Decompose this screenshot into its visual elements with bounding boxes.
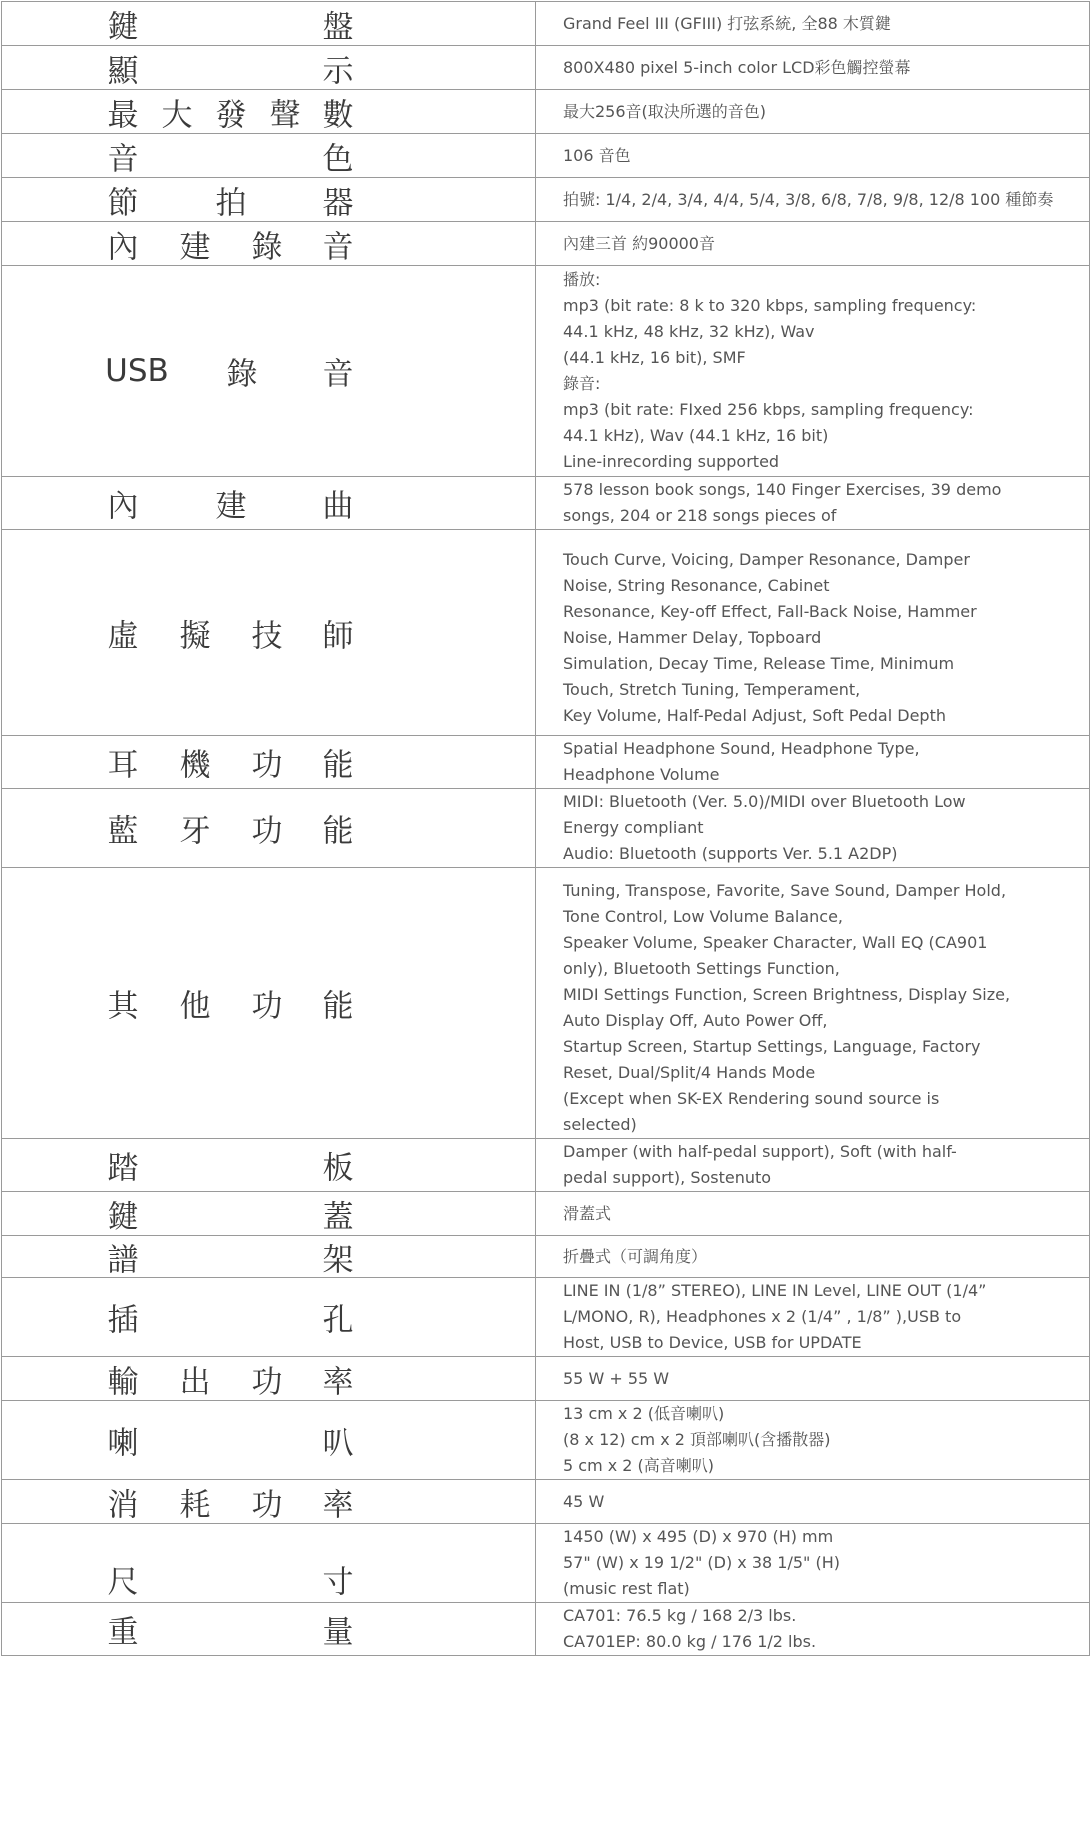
spec-label-cell (2, 530, 536, 736)
spec-value-text (563, 1401, 1087, 1479)
spec-label-char: 能 (322, 813, 354, 850)
spec-label-cell (2, 1278, 536, 1357)
spec-value-cell (536, 178, 1090, 222)
spec-label-cell (2, 1139, 536, 1192)
spec-label-char: 功 (251, 747, 283, 784)
spec-value-line: LINE IN (1/8” STEREO), LINE IN Level, LINE OUT (1/4” L/MONO, R), Headphones x 2 (1/4” , 1/8” ),USB to Host, USB to Device, USB for UPDATE (563, 1281, 987, 1352)
spec-label-cell (2, 477, 536, 530)
spec-label-char: 聲 (269, 97, 301, 133)
spec-label-char: 功 (251, 813, 283, 850)
spec-label-cell (2, 868, 536, 1139)
spec-label-cell (2, 90, 536, 134)
spec-label-cell (2, 266, 536, 477)
spec-value-text (563, 55, 1087, 81)
spec-label-cell (2, 1401, 536, 1480)
spec-label-char: 消 (107, 1487, 139, 1523)
spec-value-cell (536, 1192, 1090, 1236)
spec-value-text (563, 789, 1013, 867)
spec-value-line: (8 x 12) cm x 2 頂部喇叭(含播散器) (563, 1430, 831, 1449)
spec-row (2, 530, 1090, 736)
spec-value-line: 578 lesson book songs, 140 Finger Exercises, 39 demo songs, 204 or 218 songs pieces of (563, 480, 1002, 525)
spec-value-line: 滑蓋式 (563, 1203, 612, 1223)
spec-label-char: 叭 (322, 1425, 354, 1462)
spec-value-line: mp3 (bit rate: 8 k to 320 kbps, sampling frequency: 44.1 kHz, 48 kHz, 32 kHz), Wav (563, 296, 977, 341)
spec-label-char: 出 (179, 1364, 211, 1400)
spec-value-text (563, 1489, 1087, 1515)
spec-value-line: 拍號: 1/4, 2/4, 3/4, 4/4, 5/4, 3/8, 6/8, 7/8, 9/8, 12/8 100 種節奏 (563, 189, 1054, 209)
spec-value-text (563, 477, 1013, 529)
spec-value-text (563, 537, 983, 729)
spec-value-line: 播放: (563, 270, 601, 289)
spec-row (2, 90, 1090, 134)
spec-value-text (563, 99, 1087, 125)
spec-label-char: 他 (179, 988, 211, 1025)
spec-label-char: 盤 (322, 9, 354, 45)
spec-label-cell (2, 1524, 536, 1603)
spec-label-cell (2, 1192, 536, 1236)
spec-value-cell (536, 46, 1090, 90)
spec-label-char: 寸 (322, 1564, 354, 1601)
spec-value-line: Damper (with half-pedal support), Soft (with half-pedal support), Sostenuto (563, 1142, 957, 1187)
spec-row (2, 1236, 1090, 1278)
spec-label-char: 能 (322, 988, 354, 1025)
spec-row (2, 134, 1090, 178)
spec-label-cell (2, 222, 536, 266)
spec-label-char: 內 (107, 488, 139, 525)
spec-label-cell (2, 134, 536, 178)
spec-label-char: 師 (322, 618, 354, 654)
spec-row (2, 1603, 1090, 1656)
spec-label-char: USB (105, 353, 169, 389)
spec-row (2, 1480, 1090, 1524)
spec-value-line: 錄音: (563, 374, 601, 393)
spec-value-text (563, 1139, 983, 1191)
spec-label-char: 踏 (107, 1150, 139, 1187)
spec-value-line: CA701: 76.5 kg / 168 2/3 lbs. (563, 1606, 797, 1625)
spec-label-char: 大 (161, 97, 193, 133)
spec-label-char: 拍 (215, 185, 247, 221)
spec-label-char: 最 (107, 97, 139, 133)
spec-value-line: Grand Feel III (GFIII) 打弦系統, 全88 木質鍵 (563, 13, 891, 33)
spec-row (2, 1278, 1090, 1357)
spec-value-line: 800X480 pixel 5-inch color LCD彩色觸控螢幕 (563, 57, 911, 77)
spec-value-cell (536, 868, 1090, 1139)
spec-label-char: 錄 (251, 229, 283, 265)
spec-label-cell (2, 1357, 536, 1401)
spec-value-line: MIDI Settings Function, Screen Brightness, Display Size, Auto Display Off, Auto Power Off, (563, 985, 1011, 1030)
spec-label-char: 錄 (226, 356, 258, 393)
spec-row (2, 178, 1090, 222)
spec-value-line: 折疊式（可調角度） (563, 1246, 708, 1266)
spec-label-char: 譜 (107, 1242, 139, 1278)
spec-label-char: 機 (179, 747, 211, 784)
spec-row (2, 789, 1090, 868)
spec-label-char: 虛 (107, 618, 139, 654)
spec-value-line: Tuning, Transpose, Favorite, Save Sound, Damper Hold, Tone Control, Low Volume Balance, (563, 881, 1007, 926)
spec-value-cell (536, 789, 1090, 868)
spec-value-line: Spatial Headphone Sound, Headphone Type, Headphone Volume (563, 739, 920, 784)
spec-value-line: Line-inrecording supported (563, 452, 780, 471)
spec-value-cell (536, 222, 1090, 266)
spec-value-line: 13 cm x 2 (低音喇叭) (563, 1404, 725, 1423)
spec-table-body (2, 2, 1090, 1656)
spec-value-line: (Except when SK-EX Rendering sound source is selected) (563, 1089, 940, 1134)
spec-label-cell (2, 736, 536, 789)
spec-value-text (563, 1366, 1087, 1392)
spec-label-char: 率 (322, 1487, 354, 1523)
spec-value-text (563, 143, 1087, 169)
spec-label-char: 建 (179, 229, 211, 265)
spec-label-char: 耳 (107, 747, 139, 784)
spec-label-char: 建 (215, 488, 247, 525)
spec-label-char: 節 (107, 185, 139, 221)
spec-value-line: mp3 (bit rate: FIxed 256 kbps, sampling frequency: 44.1 kHz), Wav (44.1 kHz, 16 bit) (563, 400, 974, 445)
spec-value-line: 55 W + 55 W (563, 1368, 670, 1388)
spec-value-line: 106 音色 (563, 145, 631, 165)
spec-value-line: CA701EP: 80.0 kg / 176 1/2 lbs. (563, 1632, 817, 1651)
spec-value-cell (536, 1139, 1090, 1192)
spec-value-text (563, 1278, 988, 1356)
spec-label-cell (2, 1480, 536, 1524)
spec-label-char: 板 (322, 1150, 354, 1187)
spec-label-char: 功 (251, 1364, 283, 1400)
spec-label-char: 顯 (107, 53, 139, 89)
spec-label-char: 其 (107, 988, 139, 1025)
spec-value-line: (44.1 kHz, 16 bit), SMF (563, 348, 746, 367)
spec-value-cell (536, 1236, 1090, 1278)
spec-label-char: 孔 (322, 1302, 354, 1339)
spec-value-cell (536, 477, 1090, 530)
spec-table (1, 1, 1090, 1656)
spec-row (2, 1192, 1090, 1236)
spec-label-char: 發 (215, 97, 247, 133)
spec-value-cell (536, 1524, 1090, 1603)
spec-value-cell (536, 1603, 1090, 1656)
spec-label-cell (2, 2, 536, 46)
spec-value-cell (536, 1401, 1090, 1480)
spec-row (2, 1139, 1090, 1192)
spec-label-char: 藍 (107, 813, 139, 850)
spec-value-line: Touch Curve, Voicing, Damper Resonance, Damper Noise, String Resonance, Cabinet (563, 549, 970, 595)
spec-row (2, 2, 1090, 46)
spec-label-cell (2, 178, 536, 222)
spec-label-char: 蓋 (322, 1199, 354, 1235)
spec-value-text (563, 231, 1087, 257)
spec-row (2, 736, 1090, 789)
spec-value-line: Startup Screen, Startup Settings, Language, Factory Reset, Dual/Split/4 Hands Mode (563, 1037, 981, 1082)
spec-value-line: 5 cm x 2 (高音喇叭) (563, 1456, 715, 1475)
spec-label-char: 鍵 (107, 1199, 139, 1235)
spec-value-cell (536, 1278, 1090, 1357)
spec-label-char: 擬 (179, 618, 211, 654)
spec-label-cell (2, 1603, 536, 1656)
spec-value-line: 57" (W) x 19 1/2" (D) x 38 1/5" (H) (music rest flat) (563, 1553, 840, 1598)
spec-label-char: 器 (322, 185, 354, 221)
spec-label-char: 喇 (107, 1425, 139, 1462)
spec-value-line: 45 W (563, 1491, 605, 1511)
spec-label-char: 插 (107, 1302, 139, 1339)
spec-row (2, 1524, 1090, 1603)
spec-value-line: Speaker Volume, Speaker Character, Wall EQ (CA901 only), Bluetooth Settings Function, (563, 933, 988, 978)
spec-value-line: 1450 (W) x 495 (D) x 970 (H) mm (563, 1527, 834, 1546)
spec-row (2, 477, 1090, 530)
spec-label-char: 功 (251, 1487, 283, 1523)
spec-value-text (563, 868, 1013, 1138)
spec-label-char: 重 (107, 1614, 139, 1651)
spec-label-char: 數 (322, 97, 354, 133)
spec-value-line: Simulation, Decay Time, Release Time, Minimum Touch, Stretch Tuning, Temperament, (563, 653, 955, 699)
spec-label-char: 牙 (179, 813, 211, 850)
spec-value-cell (536, 90, 1090, 134)
spec-label-char: 能 (322, 747, 354, 784)
spec-value-line: 最大256音(取決所選的音色) (563, 101, 767, 121)
spec-label-char: 示 (322, 53, 354, 89)
spec-value-text (563, 1603, 1087, 1655)
spec-label-char: 鍵 (107, 9, 139, 45)
spec-row (2, 1357, 1090, 1401)
spec-value-text (563, 1524, 863, 1602)
spec-value-line: Key Volume, Half-Pedal Adjust, Soft Pedal Depth (563, 705, 946, 725)
spec-value-line: MIDI: Bluetooth (Ver. 5.0)/MIDI over Bluetooth Low Energy compliant (563, 792, 966, 837)
spec-row (2, 222, 1090, 266)
spec-row (2, 1401, 1090, 1480)
spec-label-char: 色 (322, 141, 354, 177)
spec-label-char: 尺 (107, 1564, 139, 1601)
spec-value-text (563, 1201, 1087, 1227)
spec-value-text (563, 187, 1087, 213)
spec-value-cell (536, 266, 1090, 477)
spec-value-text (563, 11, 1087, 37)
spec-value-line: Resonance, Key-off Effect, Fall-Back Noise, Hammer Noise, Hammer Delay, Topboard (563, 601, 977, 647)
spec-label-char: 曲 (322, 488, 354, 525)
spec-label-char: 架 (322, 1242, 354, 1278)
spec-label-cell (2, 1236, 536, 1278)
spec-value-text (563, 1244, 1087, 1270)
spec-row (2, 266, 1090, 477)
spec-value-cell (536, 1480, 1090, 1524)
spec-value-text (563, 267, 1013, 475)
spec-label-char: 技 (251, 618, 283, 654)
spec-value-line: Audio: Bluetooth (supports Ver. 5.1 A2DP) (563, 844, 898, 863)
spec-label-cell (2, 789, 536, 868)
spec-label-char: 量 (322, 1614, 354, 1651)
spec-value-cell (536, 2, 1090, 46)
spec-label-char: 音 (107, 141, 139, 177)
spec-value-cell (536, 1357, 1090, 1401)
spec-label-char: 內 (107, 229, 139, 265)
spec-row (2, 868, 1090, 1139)
spec-label-char: 率 (322, 1364, 354, 1400)
spec-label-char: 音 (322, 356, 354, 393)
spec-value-text (563, 736, 1013, 788)
spec-value-line: 內建三首 約90000音 (563, 233, 715, 253)
spec-label-cell (2, 46, 536, 90)
spec-value-cell (536, 134, 1090, 178)
spec-row (2, 46, 1090, 90)
spec-value-cell (536, 736, 1090, 789)
spec-value-cell (536, 530, 1090, 736)
spec-label-char: 功 (251, 988, 283, 1025)
spec-label-char: 耗 (179, 1487, 211, 1523)
spec-label-char: 音 (322, 229, 354, 265)
spec-label-char: 輸 (107, 1364, 139, 1400)
